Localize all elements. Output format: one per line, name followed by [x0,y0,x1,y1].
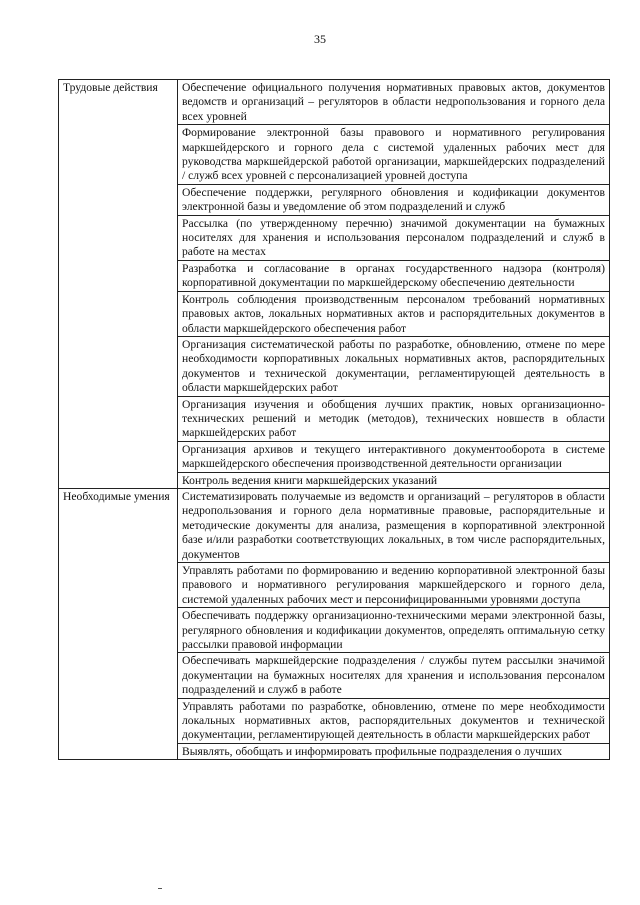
scan-mark [158,888,162,889]
page-number: 35 [314,32,326,46]
section-label-required-skills: Необходимые умения [59,488,178,759]
competency-table [58,79,610,760]
section-label-labor-actions: Трудовые действия [59,80,178,489]
table-cell: Обеспечение поддержки, регулярного обновления и кодификации документов электронной базы и уведомление об этом подразделений и служб [178,184,610,215]
table-cell: Контроль ведения книги маркшейдерских указаний [178,472,610,488]
table-cell: Выявлять, обобщать и информировать профильные подразделения о лучших [178,743,610,759]
table-cell: Контроль соблюдения производственным персоналом требований нормативных правовых актов, локальных нормативных актов и распорядительных документов в области маркшейдерского обеспечения работ [178,291,610,336]
table-cell: Обеспечивать поддержку организационно-техническими мерами электронной базы, регулярного обновления и кодификации документов, определять оптимальную сетку рассылки правовой информации [178,608,610,653]
table-cell: Разработка и согласование в органах государственного надзора (контроля) корпоративной документации по маркшейдерскому обеспечению деятельности [178,260,610,291]
table-cell: Управлять работами по разработке, обновлению, отмене по мере необходимости локальных нормативных актов, распорядительных документов и технической документации, регламентирующей деятельность в области маркшейдерских работ [178,698,610,743]
table-cell: Формирование электронной базы правового и нормативного регулирования маркшейдерского и горного дела с системой удаленных рабочих мест для руководства маркшейдерской работой организации, маркшейдерских подразделений / служб всех уровней с персонализацией уровней доступа [178,125,610,185]
table-cell: Обеспечение официального получения нормативных правовых актов, документов ведомств и организаций – регуляторов в области недропользования и горного дела всех уровней [178,80,610,125]
table-cell: Обеспечивать маркшейдерские подразделения / службы путем рассылки значимой документации на бумажных носителях для хранения и использования персоналом подразделений и служб в работе [178,653,610,698]
table-cell: Организация архивов и текущего интерактивного документооборота в системе маркшейдерского обеспечения производственной деятельности организации [178,441,610,472]
table-row [59,488,610,562]
table-cell: Рассылка (по утвержденному перечню) значимой документации на бумажных носителях для хранения и использования персоналом подразделений и служб в работе на местах [178,215,610,260]
table-cell: Организация систематической работы по разработке, обновлению, отмене по мере необходимости корпоративных локальных нормативных актов, распорядительных документов и технической документации, регламентирующей деятельность в области маркшейдерских работ [178,336,610,396]
table-row [59,80,610,125]
table-cell: Управлять работами по формированию и ведению корпоративной электронной базы правового и нормативного регулирования маркшейдерского и горного дела, системой удаленных рабочих мест и персонифицированными уровнями доступа [178,563,610,608]
table-cell: Систематизировать получаемые из ведомств и организаций – регуляторов в области недропользования и горного дела нормативные правовые, распорядительные и методические документы для анализа, размещения в корпоративной электронной базе и/или разработки соответствующих локальных, в том числе распорядительных, документов [178,488,610,562]
table-cell: Организация изучения и обобщения лучших практик, новых организационно-технических решений и методик (методов), технических новшеств в области маркшейдерских работ [178,396,610,441]
